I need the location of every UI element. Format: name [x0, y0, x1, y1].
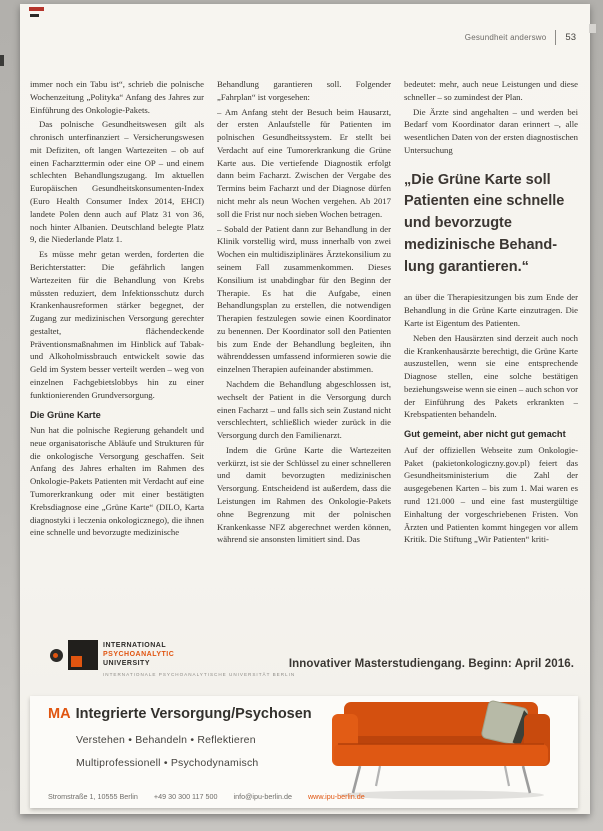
ipu-university-logo [50, 640, 295, 677]
advert-degree-prefix: MA [48, 706, 71, 722]
advert-keywords [76, 734, 258, 780]
orange-couch-image [320, 696, 570, 802]
advert-email: info@ipu-berlin.de [233, 792, 292, 801]
scan-artifact-gray-mark [589, 24, 596, 33]
scan-artifact-black-mark [30, 14, 39, 17]
logo-wordmark [103, 640, 295, 677]
advert-phone: +49 30 300 117 500 [153, 792, 218, 801]
pull-quote: „Die Grüne Karte soll Patienten eine schnelle und bevorzugte medizinische Behandlung garantieren.“ [404, 171, 565, 275]
advert-keywords-line-2: Multiprofessionell • Psychodynamisch [76, 757, 259, 769]
advert-keywords-line-1: Verstehen • Behandeln • Reflektieren [76, 734, 256, 746]
logo-line-university: UNIVERSITY [103, 660, 151, 668]
advert-headline [48, 706, 312, 722]
advert-address: Stromstraße 1, 10555 Berlin [48, 792, 138, 801]
article-body [30, 78, 578, 614]
scan-artifact-edge-mark [0, 55, 4, 66]
logo-circle-icon [50, 649, 63, 662]
page-number: 53 [565, 32, 576, 43]
page-header [465, 30, 576, 45]
logo-line-international: INTERNATIONAL [103, 642, 167, 649]
logo-tagline: INTERNATIONALE PSYCHOANALYTISCHE UNIVERSITÄT BERLIN [103, 672, 296, 678]
article-paragraph: Die Ärzte sind angehalten – und werden bei Bedarf vom Koordinator daran erinnert –, alle wesentlichen Daten von der ersten diagnostischen Untersuchung [404, 106, 578, 155]
article-paragraph: bedeutet: mehr, auch neue Leistungen und diese schneller – so zumindest der Plan. [404, 79, 578, 102]
advert-banner-text: Innovativer Masterstudiengang. Beginn: April 2016. [288, 658, 574, 670]
article-column-1 [30, 78, 204, 614]
article-paragraph: an über die Therapiesitzungen bis zum Ende der Behandlung in die Grüne Karte einzutragen. Die Karte ist Eigentum des Patienten. [404, 292, 578, 328]
article-paragraph: Nun hat die polnische Regierung gehandelt und neue organisatorische Abläufe und Strukturen für die onkologische Versorgung geschaffen. Seit Anfang des Jahres erhalten im Rahmen des Onkologie-Pakets Patienten mit Verdacht auf eine Tumorerkrankung oder mit einer bestätigten Krebsdiagnose eine „Grüne Karte“ (DILO, Karta diagnostyki i leczenia onkologicznego), die ihnen eine schnelle und bevorzugte medizinische [30, 425, 204, 538]
advert-logo-row [30, 634, 578, 694]
article-paragraph: Indem die Grüne Karte die Wartezeiten verkürzt, ist sie der Schlüssel zu einer schnelleren und damit bevorzugten medizinischen Versorgung. Entscheidend ist außerdem, dass die Leistungen im Rahmen des Onkologie-Pakets ohne Begrenzung mit der polnischen Krankenkasse NFZ abgerechnet werden können, während sie ansonsten limitiert sind. Das [217, 444, 391, 545]
article-paragraph: – Sobald der Patient dann zur Behandlung in der Klinik vorstellig wird, muss innerhalb von zwei Wochen ein multidisziplinäres Ärztekonsilium zu seinem Fall zusammenkommen. Dieses Konsilium ist unabdingbar für den Beginn der Therapie. Es hat die Aufgabe, einen Behandlungsplan zu erstellen, die notwendigen Therapien festzulegen sowie einen Koordinator zu benennen. Der Koordinator soll den Patienten bis zum Ende der Behandlung begleiten, ihn währenddessen umfassend informieren sowie die einzelnen Therapien aufeinander abstimmen. [217, 223, 391, 375]
header-divider [555, 30, 556, 45]
article-paragraph: Auf der offiziellen Webseite zum Onkologie-Paket (pakietonkologiczny.gov.pl) feiert das Gesundheitsministerium die Zahl der ausgegebenen Karten – bis zum 1. Mai waren es rund 121.000 – und eine fast mustergültige Einhaltung der vorgeschriebenen Fristen. Von Ärzten und Patienten kommt hingegen vor allem Kritik. Die Stiftung „Wir Patienten“ kriti- [404, 444, 578, 545]
article-paragraph: – Am Anfang steht der Besuch beim Hausarzt, der ersten Anlaufstelle für Patienten im polnischen Gesundheitssystem. Er stellt bei Verdacht auf eine Tumorerkrankung die Grüne Karte aus. Die vertiefende Diagnostik erfolgt dann beim Facharzt. Zwischen der Vergabe des Termins beim Facharzt und der Diagnose dürfen nicht mehr als neun Wochen vergehen. Ab 2017 soll die Frist nur noch sieben Wochen betragen. [217, 106, 391, 219]
article-paragraph: Nachdem die Behandlung abgeschlossen ist, wechselt der Patient in die Versorgung durch einen Facharzt – und falls sich sein Zustand nicht verschlechtert, schließlich wieder zurück in die Versorgung durch den Familienarzt. [217, 378, 391, 441]
advert-website-url: www.ipu-berlin.de [307, 792, 365, 801]
magazine-page [20, 4, 590, 814]
logo-square-icon [68, 640, 98, 670]
section-title: Gesundheit anderswo [464, 33, 547, 42]
article-column-3 [404, 78, 578, 614]
article-paragraph: Es müsse mehr getan werden, forderten die Berichterstatter: Die gefährlich langen Wartezeiten für die Behandlung von Krebs müssten reduziert, dem Infektionsschutz durch Krankenhausreformen stärker begegnet, der Zugang zur medizinischen Versorgung gerechter gestaltet, flächendeckende Präventionsmaßnahmen im Hinblick auf Tabak- und Alkoholmissbrauch entwickelt sowie das Geld im System besser verteilt werden – weg von einzelnen Fachgebietslobbys hin zu einer funktionierenden Grundversorgung. [30, 249, 204, 400]
advertisement [30, 696, 578, 808]
advert-contact-line [48, 792, 365, 801]
advert-program-name: Integrierte Versorgung/Psychosen [75, 706, 312, 722]
scan-artifact-red-mark [29, 7, 44, 11]
article-column-2 [217, 78, 391, 614]
article-paragraph: Behandlung garantieren soll. Folgender „Fahrplan“ ist vorgesehen: [217, 79, 391, 102]
article-subheading-gruene-karte: Die Grüne Karte [30, 409, 101, 420]
article-paragraph: Neben den Hausärzten sind derzeit auch noch die Krankenhausärzte berechtigt, die Grüne Karte auszustellen, wenn sie eine entsprechende Diagnose stellen, eine solche bestätigen beziehungsweise wenn sie einen – auch schon vor der Einführung des Pakets erkrankten – Krebspatienten behandeln. [404, 332, 578, 420]
article-paragraph: immer noch ein Tabu ist“, schrieb die polnische Wochenzeitung „Polityka“ Anfang des Jahres zur Einführung des Onkologie-Pakets. [30, 79, 204, 115]
article-subheading-gut-gemeint: Gut gemeint, aber nicht gut gemacht [404, 429, 566, 440]
logo-line-psychoanalytic: PSYCHOANALYTIC [103, 651, 175, 659]
article-paragraph: Das polnische Gesundheitswesen gilt als chronisch unterfinanziert – Versicherungswesen mit Defiziten, oft langen Wartezeiten – ob auf einen Facharzttermin oder eine OP – und einem schlechten Behandlungszugang. Im aktuellen Europäischen Gesundheitskonsumenten-Index (Euro Health Consumer Index 2014, EHCI) landete Polen denn auch auf Platz 31 von 36, noch hinter Albanien. Deutschland belegte Platz 9, die Niederlande Platz 1. [30, 119, 204, 245]
